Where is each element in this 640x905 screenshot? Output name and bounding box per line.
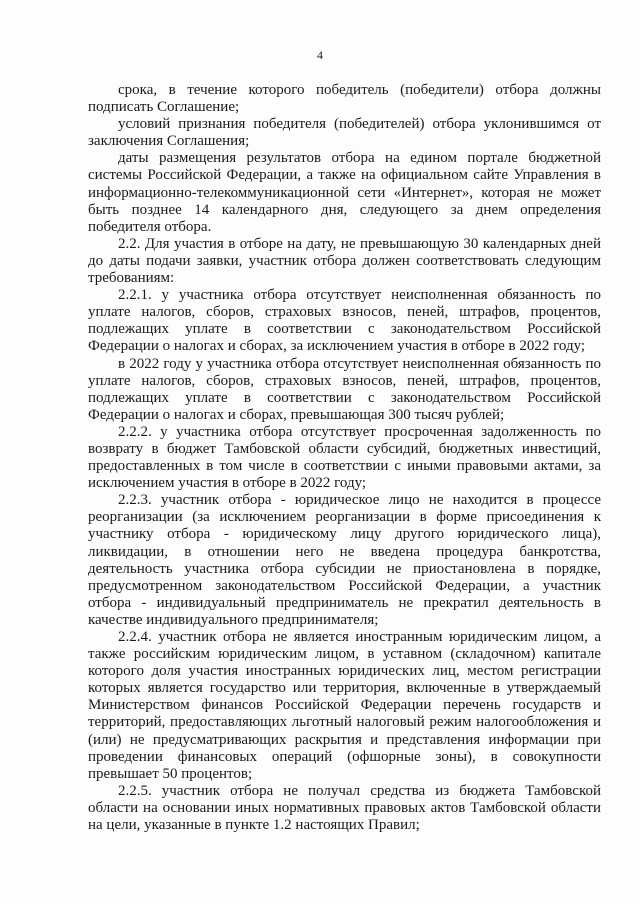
paragraph-2022-tax-debt: в 2022 году у участника отбора отсутствует неисполненная обязанность по уплате налогов, сборов, страховых взносов, пеней, штрафов, процентов, подлежащих уплате в соответствии с законодательством Российской Федерации о налогах и сборах, превышающая 300 тысяч рублей; <box>88 355 601 423</box>
paragraph-2-2-2: 2.2.2. у участника отбора отсутствует просроченная задолженность по возврату в бюджет Тамбовской области субсидий, бюджетных инвестиций, предоставленных в том числе в соответствии с иными правовыми актами, за исключением участия в отборе в 2022 году; <box>88 423 601 492</box>
paragraph-evasion-conditions: условий признания победителя (победителей) отбора уклонившимся от заключения Соглашения; <box>88 116 601 150</box>
document-body <box>88 82 601 834</box>
paragraph-2-2-4: 2.2.4. участник отбора не является иностранным юридическим лицом, а также российским юридическим лицом, в уставном (складочном) капитале которого доля участия иностранных юридических лиц, местом регистрации которых является государство или территория, включенные в утверждаемый Министерством финансов Российской Федерации перечень государств и территорий, предоставляющих льготный налоговый режим налогообложения и (или) не предусматривающих раскрытия и представления информации при проведении финансовых операций (офшорные зоны), в совокупности превышает 50 процентов; <box>88 629 601 782</box>
paragraph-signing-deadline: срока, в течение которого победитель (победители) отбора должны подписать Соглашение; <box>88 82 601 116</box>
paragraph-2-2-1: 2.2.1. у участника отбора отсутствует неисполненная обязанность по уплате налогов, сборов, страховых взносов, пеней, штрафов, процентов, подлежащих уплате в соответствии с законодательством Российской Федерации о налогах и сборах, за исключением участия в отборе в 2022 году; <box>88 287 601 355</box>
paragraph-2-2-5: 2.2.5. участник отбора не получал средства из бюджета Тамбовской области на основании иных нормативных правовых актов Тамбовской области на цели, указанные в пункте 1.2 настоящих Правил; <box>88 782 601 834</box>
paragraph-results-publication: даты размещения результатов отбора на едином портале бюджетной системы Российской Федерации, а также на официальном сайте Управления в информационно-телекоммуникационной сети «Интернет», которая не может быть позднее 14 календарного дня, следующего за днем определения победителя отбора. <box>88 150 601 235</box>
paragraph-2-2-3: 2.2.3. участник отбора - юридическое лицо не находится в процессе реорганизации (за исключением реорганизации в форме присоединения к участнику отбора - юридическому лицу другого юридического лица), ликвидации, в отношении него не введена процедура банкротства, деятельность участника отбора субсидии не приостановлена в порядке, предусмотренном законодательством Российской Федерации, а участник отбора - индивидуальный предприниматель не прекратил деятельность в качестве индивидуального предпринимателя; <box>88 492 601 628</box>
page-number: 4 <box>317 48 323 62</box>
paragraph-2-2: 2.2. Для участия в отборе на дату, не превышающую 30 календарных дней до даты подачи заявки, участник отбора должен соответствовать следующим требованиям: <box>88 235 601 287</box>
